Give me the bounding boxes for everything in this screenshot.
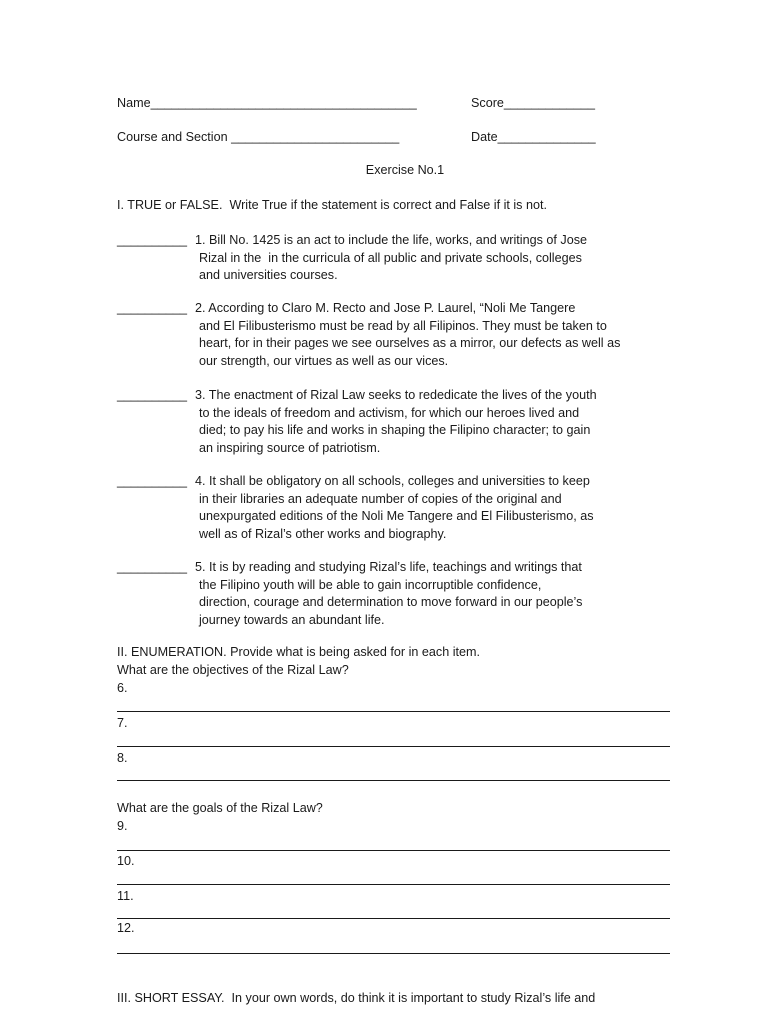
- answer-line-8[interactable]: [117, 780, 670, 781]
- answer-line-6[interactable]: [117, 711, 670, 712]
- item-text-line: an inspiring source of patriotism.: [199, 440, 381, 455]
- item-text-line: 4. It shall be obligatory on all schools, colleges and universities to keep: [195, 474, 590, 488]
- objectives-question: What are the objectives of the Rizal Law?: [117, 663, 349, 677]
- part3-instruction: III. SHORT ESSAY. In your own words, do think it is important to study Rizal’s life and: [117, 991, 596, 1005]
- answer-line-9[interactable]: [117, 850, 670, 851]
- true-false-item-4: [195, 473, 675, 543]
- true-false-item-2: [195, 300, 675, 370]
- course-section-field-label[interactable]: Course and Section ________________________: [117, 130, 400, 144]
- answer-line-11[interactable]: [117, 918, 670, 919]
- answer-blank-5[interactable]: __________: [117, 560, 188, 574]
- item-number-6: 6.: [117, 681, 128, 695]
- item-number-8: 8.: [117, 751, 128, 765]
- item-text-line: heart, for in their pages we see ourselves as a mirror, our defects as well as: [199, 336, 621, 350]
- score-field-label[interactable]: Score_____________: [471, 96, 595, 110]
- item-text-line: well as of Rizal’s other works and biography.: [199, 526, 447, 541]
- item-text-line: 3. The enactment of Rizal Law seeks to rededicate the lives of the youth: [195, 388, 597, 402]
- page-title: Exercise No.1: [365, 163, 445, 177]
- item-number-7: 7.: [117, 716, 128, 730]
- answer-line-7[interactable]: [117, 746, 670, 747]
- item-text-line: died; to pay his life and works in shaping the Filipino character; to gain: [199, 423, 591, 437]
- item-text-line: in their libraries an adequate number of copies of the original and: [199, 491, 562, 506]
- true-false-item-1: [195, 232, 675, 285]
- name-field-label[interactable]: Name______________________________________: [117, 96, 417, 110]
- item-number-9: 9.: [117, 819, 128, 833]
- item-text-line: and universities courses.: [199, 268, 338, 282]
- item-number-12: 12.: [117, 921, 135, 935]
- item-number-11: 11.: [117, 889, 134, 903]
- item-text-line: and El Filibusterismo must be read by all Filipinos. They must be taken to: [199, 318, 607, 333]
- answer-blank-1[interactable]: __________: [117, 233, 188, 247]
- item-text-line: direction, courage and determination to move forward in our people’s: [199, 595, 583, 609]
- item-text-line: 1. Bill No. 1425 is an act to include the life, works, and writings of Jose: [195, 233, 588, 247]
- answer-line-10[interactable]: [117, 884, 670, 885]
- answer-blank-4[interactable]: __________: [117, 474, 188, 488]
- part2-instruction: II. ENUMERATION. Provide what is being asked for in each item.: [117, 645, 481, 659]
- item-number-10: 10.: [117, 854, 135, 868]
- item-text-line: journey towards an abundant life.: [199, 612, 385, 627]
- answer-blank-2[interactable]: __________: [117, 301, 188, 315]
- item-text-line: to the ideals of freedom and activism, for which our heroes lived and: [199, 405, 580, 420]
- true-false-item-3: [195, 387, 675, 457]
- goals-question: What are the goals of the Rizal Law?: [117, 801, 323, 815]
- answer-line-12[interactable]: [117, 953, 670, 954]
- item-text-line: unexpurgated editions of the Noli Me Tangere and El Filibusterismo, as: [199, 509, 594, 523]
- item-text-line: our strength, our virtues as well as our vices.: [199, 353, 449, 368]
- item-text-line: 5. It is by reading and studying Rizal’s life, teachings and writings that: [195, 560, 582, 574]
- answer-blank-3[interactable]: __________: [117, 388, 188, 402]
- part1-instruction: I. TRUE or FALSE. Write True if the statement is correct and False if it is not.: [117, 198, 547, 212]
- date-field-label[interactable]: Date______________: [471, 130, 596, 144]
- item-text-line: Rizal in the in the curricula of all public and private schools, colleges: [199, 250, 582, 265]
- item-text-line: 2. According to Claro M. Recto and Jose P. Laurel, “Noli Me Tangere: [195, 301, 576, 315]
- item-text-line: the Filipino youth will be able to gain incorruptible confidence,: [199, 577, 542, 592]
- true-false-item-5: [195, 559, 675, 629]
